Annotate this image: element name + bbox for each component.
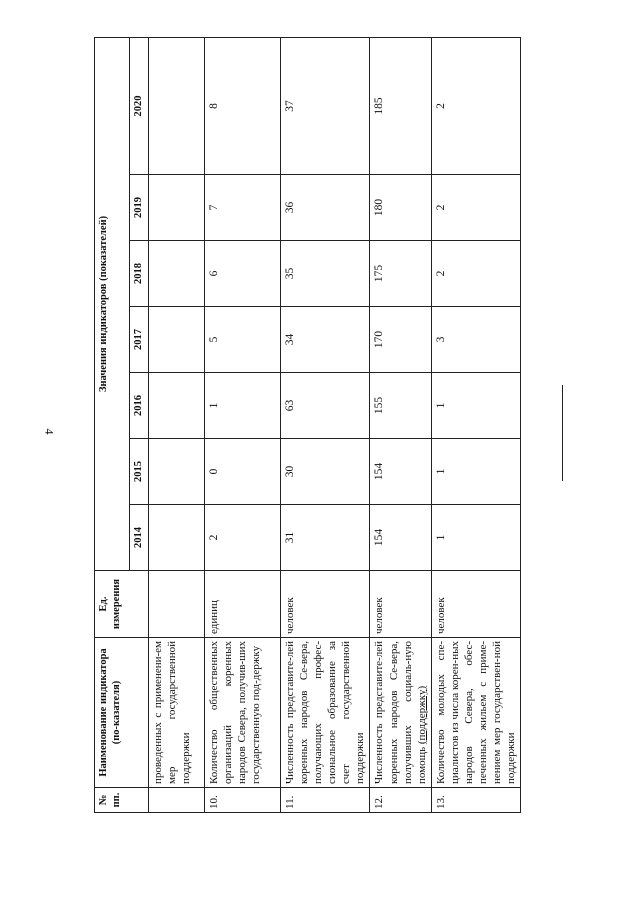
indicator-name: Численность представите-лей коренных народов Се-вера, получивших социаль-ную помощь (поддержку)	[370, 638, 431, 788]
unit-cell: человек	[281, 571, 370, 638]
header-number: № пп.	[95, 788, 149, 813]
value-cell: 0	[205, 439, 281, 505]
row-number	[149, 788, 205, 813]
header-unit: Ед. измерения	[95, 571, 149, 638]
table-row	[205, 37, 281, 812]
header-values-group: Значения индикаторов (показателей)	[95, 37, 130, 570]
table-row	[370, 37, 431, 812]
value-cell: 155	[370, 373, 431, 439]
value-cell: 185	[370, 37, 431, 174]
unit-cell: единиц	[205, 571, 281, 638]
value-cell	[149, 505, 205, 571]
value-cell: 63	[281, 373, 370, 439]
value-cell: 3	[431, 307, 520, 373]
value-cell: 7	[205, 175, 281, 241]
value-cell: 180	[370, 175, 431, 241]
value-cell	[149, 175, 205, 241]
indicator-name: Количество молодых спе-циалистов из числа корен-ных народов Севера, обес-печенных жильем с приме-нением мер государствен-ной поддержки	[431, 638, 520, 788]
page-number: 4	[42, 428, 57, 435]
value-cell: 36	[281, 175, 370, 241]
underlined-fragment: (поддержку)	[415, 685, 428, 745]
value-cell: 31	[281, 505, 370, 571]
value-cell	[149, 373, 205, 439]
indicator-name: проведенных с применени-ем мер государственной поддержки	[149, 638, 205, 788]
value-cell: 34	[281, 307, 370, 373]
table-row	[431, 37, 520, 812]
indicators-table	[94, 37, 521, 813]
value-cell	[149, 241, 205, 307]
row-number: 11.	[281, 788, 370, 813]
value-cell: 1	[431, 439, 520, 505]
value-cell: 1	[431, 373, 520, 439]
header-year: 2015	[130, 439, 149, 505]
value-cell: 2	[431, 175, 520, 241]
header-year: 2016	[130, 373, 149, 439]
indicator-name: Численность представите-лей коренных народов Се-вера, получающих профес-сиональное образование за счет государственной поддержки	[281, 638, 370, 788]
table-row	[281, 37, 370, 812]
value-cell: 2	[431, 241, 520, 307]
value-cell: 154	[370, 505, 431, 571]
value-cell: 8	[205, 37, 281, 174]
row-number: 13.	[431, 788, 520, 813]
value-cell: 5	[205, 307, 281, 373]
value-cell: 170	[370, 307, 431, 373]
header-year: 2017	[130, 307, 149, 373]
indicator-name: Количество общественных организаций коренных народов Севера, получив-ших государственную под-держку	[205, 638, 281, 788]
header-indicator-name: Наименование индикатора (по-казателя)	[95, 638, 149, 788]
separator-line	[562, 385, 563, 481]
row-number: 12.	[370, 788, 431, 813]
unit-cell	[149, 571, 205, 638]
value-cell: 37	[281, 37, 370, 174]
value-cell	[149, 307, 205, 373]
value-cell: 175	[370, 241, 431, 307]
value-cell: 2	[205, 505, 281, 571]
header-year: 2014	[130, 505, 149, 571]
unit-cell: человек	[370, 571, 431, 638]
header-year: 2018	[130, 241, 149, 307]
row-number: 10.	[205, 788, 281, 813]
value-cell: 1	[431, 505, 520, 571]
value-cell	[149, 439, 205, 505]
header-year: 2019	[130, 175, 149, 241]
value-cell: 1	[205, 373, 281, 439]
table-row	[149, 37, 205, 812]
value-cell: 30	[281, 439, 370, 505]
value-cell: 35	[281, 241, 370, 307]
value-cell: 2	[431, 37, 520, 174]
header-year: 2020	[130, 37, 149, 174]
value-cell: 6	[205, 241, 281, 307]
value-cell	[149, 37, 205, 174]
unit-cell: человек	[431, 571, 520, 638]
value-cell: 154	[370, 439, 431, 505]
